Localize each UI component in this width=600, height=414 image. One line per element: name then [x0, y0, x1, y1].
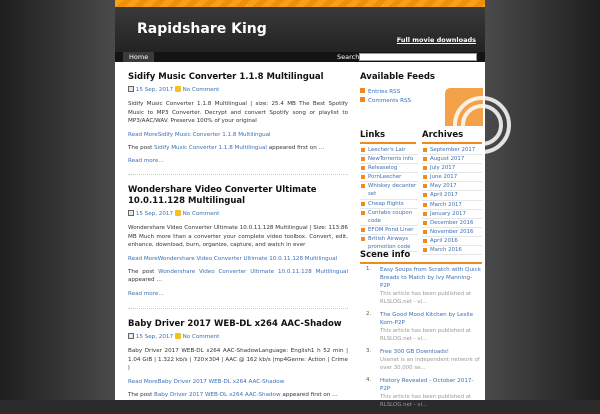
feed-label[interactable]: Comments RSS [368, 97, 412, 104]
archive-item[interactable]: July 2017 [422, 164, 482, 173]
link-item[interactable]: Cheap flights [360, 200, 418, 209]
post-excerpt: Wondershare Video Converter Ultimate 10.0.11.128 Multilingual | Size: 113.86 MB Much more than a converter your complete video toolbox. Convert, edit, enhance, download, burn, organize, capture, and watch in ever [128, 225, 348, 248]
scene-number: 4. [366, 377, 372, 383]
site-title[interactable]: Rapidshare King [137, 21, 267, 37]
archive-item[interactable]: April 2017 [422, 191, 482, 200]
scene-excerpt: Usenet is an independent network of over 30,000 se... [380, 357, 480, 371]
calendar-icon [128, 333, 134, 339]
scene-number: 1. [366, 266, 372, 272]
post [128, 319, 348, 399]
post-date: 15 Sep, 2017 [135, 211, 174, 217]
left-background [0, 0, 115, 400]
scene-number: 3. [366, 348, 372, 354]
link-item[interactable]: Whiskey decanter set [360, 182, 418, 199]
comment-icon [175, 333, 181, 339]
nav-bar [115, 52, 485, 62]
link-item[interactable]: Leecher's Lair [360, 146, 418, 155]
search-input[interactable] [359, 53, 477, 61]
link-item[interactable]: Contabo coupon code [360, 209, 418, 226]
archive-item[interactable]: April 2016 [422, 237, 482, 246]
post-comment-link[interactable]: No Comment [182, 211, 220, 217]
post-read-more-link[interactable]: Read MoreWondershare Video Converter Ultimate 10.0.11.128 Multilingual [128, 255, 338, 262]
comment-icon [175, 86, 181, 92]
post-read-more-link[interactable]: Read MoreSidify Music Converter 1.1.8 Multilingual [128, 131, 271, 138]
rss-bullet-icon [360, 97, 365, 102]
top-stripe [115, 0, 485, 7]
scene-title-link[interactable]: Free 300 GB Downloads! [380, 349, 450, 355]
post-appeared [128, 268, 348, 285]
scene-excerpt: This article has been published at RLSLOG.net - vi... [380, 291, 472, 305]
scene-excerpt: This article has been published at RLSLOG.net - vi... [380, 328, 472, 342]
scene-info-list [360, 266, 482, 414]
scene-item [360, 311, 482, 343]
scene-title-link[interactable]: The Good Mood Kitchen by Leslie Korn-P2P [380, 312, 474, 326]
comment-icon [175, 210, 181, 216]
scene-excerpt: This article has been published at RLSLOG.net - vi... [380, 394, 472, 408]
appeared-suffix: appeared … [128, 277, 162, 283]
right-background [485, 0, 600, 400]
archives-list [422, 146, 482, 255]
rss-bullet-icon [360, 88, 365, 93]
post-appeared [128, 144, 348, 153]
archive-item[interactable]: November 2016 [422, 228, 482, 237]
links-list [360, 146, 418, 252]
post-comment-link[interactable]: No Comment [182, 87, 220, 93]
post-date: 15 Sep, 2017 [135, 334, 174, 340]
nav-home-tab[interactable]: Home [123, 52, 154, 62]
post-read-more-link[interactable]: Read MoreBaby Driver 2017 WEB-DL x264 AAC-Shadow [128, 378, 285, 385]
archive-item[interactable]: January 2017 [422, 210, 482, 219]
calendar-icon [128, 210, 134, 216]
archive-item[interactable]: December 2016 [422, 219, 482, 228]
post-meta [128, 333, 348, 341]
post-meta [128, 86, 348, 94]
link-item[interactable]: PornLeecher [360, 173, 418, 182]
archive-item[interactable]: May 2017 [422, 182, 482, 191]
archive-item[interactable]: March 2016 [422, 246, 482, 255]
post-title[interactable]: Sidify Music Converter 1.1.8 Multilingual [128, 72, 324, 82]
links-heading: Links [360, 130, 416, 144]
scene-title-link[interactable]: History Revealed - October 2017-P2P [380, 378, 474, 392]
search-label: Search [337, 53, 360, 61]
post [128, 72, 348, 164]
post-excerpt: Baby Driver 2017 WEB-DL x264 AAC-ShadowLanguage: English1 h 52 min | 1.04 GiB | 1.322 kb/s | 720×304 | AAC @ 162 kb/s |mp4Genre: Action | Crime | [128, 348, 348, 371]
link-item[interactable]: NewTorrents info [360, 155, 418, 164]
scene-number: 2. [366, 311, 372, 317]
post-excerpt: Sidify Music Converter 1.1.8 Multilingual | size: 25.4 MB The Best Spotify Music to MP3 Converter. Decrypt and convert Spotify song or playlist to MP3/AAC/WAV. Preserve 100% of your original [128, 101, 348, 124]
appeared-suffix: appeared first on … [268, 144, 325, 151]
scene-item [360, 266, 482, 306]
post-separator [128, 174, 348, 175]
post-separator [128, 308, 348, 309]
link-item[interactable]: British Airways promotion code [360, 235, 418, 252]
appeared-post-link[interactable]: Sidify Music Converter 1.1.8 Multilingual [154, 144, 267, 151]
appeared-prefix: The post [128, 268, 155, 275]
scene-item [360, 377, 482, 409]
calendar-icon [128, 86, 134, 92]
archive-item[interactable]: August 2017 [422, 155, 482, 164]
post-title[interactable]: Baby Driver 2017 WEB-DL x264 AAC-Shadow [128, 319, 342, 329]
appeared-post-link[interactable]: Wondershare Video Converter Ultimate 10.0.11.128 Multilingual [158, 268, 348, 275]
post-comment-link[interactable]: No Comment [182, 334, 220, 340]
scene-title-link[interactable]: Easy Soups from Scratch with Quick Breads to Match by Ivy Manning-P2P [380, 267, 481, 289]
feed-entries-rss[interactable] [360, 88, 411, 97]
read-more-link[interactable]: Read more... [128, 290, 164, 297]
post [128, 185, 348, 297]
appeared-prefix: The post [128, 391, 153, 398]
link-item[interactable]: EFOM Pond Liner [360, 226, 418, 235]
appeared-post-link[interactable]: Baby Driver 2017 WEB-DL x264 AAC-Shadow [154, 391, 281, 398]
feeds-list [360, 88, 411, 105]
appeared-suffix: appeared first on … [282, 391, 338, 398]
archive-item[interactable]: September 2017 [422, 146, 482, 155]
available-feeds-heading: Available Feeds [360, 72, 435, 82]
full-movie-downloads-link[interactable]: Full movie downloads [396, 36, 476, 44]
rss-icon[interactable] [445, 88, 483, 126]
archive-item[interactable]: March 2017 [422, 201, 482, 210]
read-more-link[interactable]: Read more... [128, 158, 164, 164]
feed-label[interactable]: Entries RSS [368, 89, 401, 95]
site-header [115, 7, 485, 52]
post-date: 15 Sep, 2017 [135, 87, 174, 93]
archive-item[interactable]: June 2017 [422, 173, 482, 182]
post-meta [128, 210, 348, 218]
feed-comments-rss[interactable] [360, 97, 411, 106]
scene-info-heading: Scene info [360, 250, 482, 264]
archives-heading: Archives [422, 130, 482, 144]
post-title[interactable]: Wondershare Video Converter Ultimate 10.0.11.128 Multilingual [128, 185, 317, 206]
scene-item [360, 348, 482, 372]
post-appeared [128, 391, 348, 400]
link-item[interactable]: Releaselog [360, 164, 418, 173]
page-container [115, 0, 485, 408]
appeared-prefix: The post [128, 144, 153, 151]
